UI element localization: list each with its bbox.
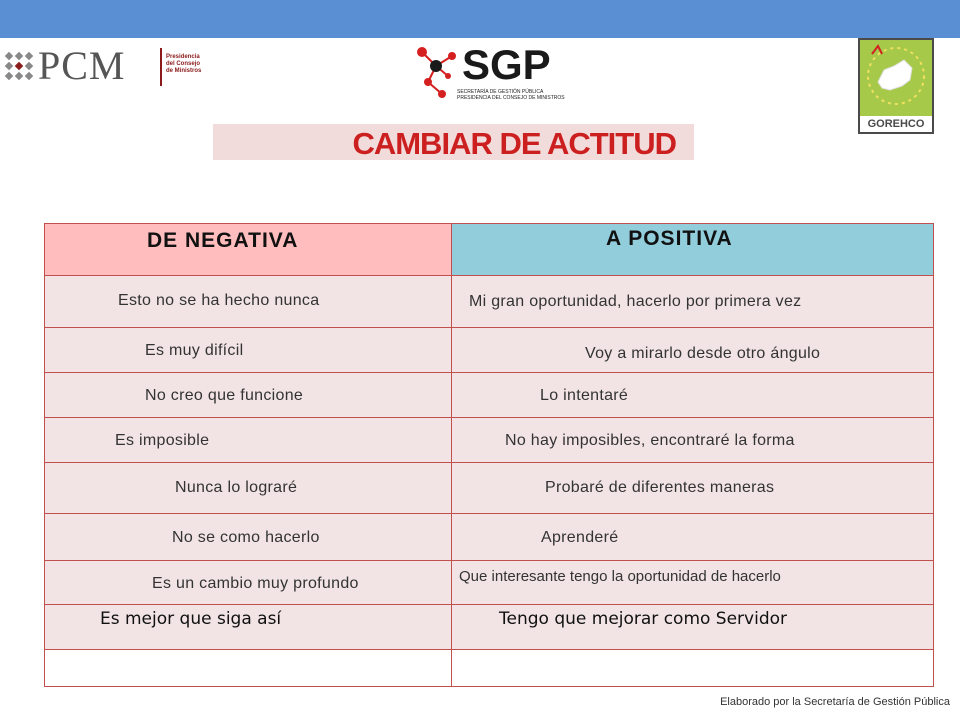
grid-line <box>44 649 934 650</box>
table-cell-positive: Tengo que mejorar como Servidor <box>499 609 788 629</box>
table-cell-negative: Es un cambio muy profundo <box>152 575 359 592</box>
region-map-icon <box>860 40 932 116</box>
grid-line <box>44 686 934 687</box>
sgp-subtitle: SECRETARÍA DE GESTIÓN PÚBLICA PRESIDENCIA DEL CONSEJO DE MINISTROS <box>457 89 565 101</box>
pcm-wordmark: PCM <box>38 43 126 88</box>
top-accent-bar <box>0 0 960 38</box>
table-cell-negative: Esto no se ha hecho nunca <box>118 292 320 309</box>
grid-line <box>44 462 934 463</box>
grid-line <box>44 223 934 224</box>
grid-line <box>44 560 934 561</box>
table-cell-positive: No hay imposibles, encontraré la forma <box>505 432 795 449</box>
table-cell-negative: Es muy difícil <box>145 342 244 359</box>
footer-credit: Elaborado por la Secretaría de Gestión Pública <box>720 696 950 708</box>
grid-line <box>451 223 452 687</box>
header-negative: DE NEGATIVA <box>147 229 299 252</box>
pcm-subtitle: Presidencia del Consejo de Ministros <box>166 54 202 74</box>
grid-line <box>44 275 934 276</box>
sgp-logo <box>414 42 574 104</box>
table-cell-positive: Mi gran oportunidad, hacerlo por primera vez <box>469 293 802 310</box>
table-cell-positive: Lo intentaré <box>540 387 629 404</box>
grid-line <box>44 417 934 418</box>
table-cell-positive: Probaré de diferentes maneras <box>545 479 775 496</box>
attitude-table <box>44 223 934 687</box>
grid-line <box>44 223 45 687</box>
pcm-emblem-icon <box>2 49 36 83</box>
gorehco-logo <box>858 38 934 134</box>
table-cell-positive: Voy a mirarlo desde otro ángulo <box>585 345 821 362</box>
grid-line <box>44 513 934 514</box>
table-cell-negative: Es imposible <box>115 432 210 449</box>
page-title: CAMBIAR DE ACTITUD <box>352 126 676 161</box>
gorehco-label: GOREHCO <box>860 116 932 132</box>
table-cell-negative: Nunca lo lograré <box>175 479 298 496</box>
pcm-logo <box>0 44 210 88</box>
header-positive: A POSITIVA <box>606 227 733 250</box>
sgp-wordmark: SGP <box>462 41 551 88</box>
table-cell-negative: Es mejor que siga así <box>100 609 282 629</box>
grid-line <box>44 604 934 605</box>
table-cell-negative: No creo que funcione <box>145 387 304 404</box>
grid-line <box>933 223 934 687</box>
grid-line <box>44 372 934 373</box>
table-cell-negative: No se como hacerlo <box>172 529 320 546</box>
table-cell-positive: Que interesante tengo la oportunidad de hacerlo <box>459 568 781 585</box>
pcm-separator <box>160 48 162 86</box>
table-cell-positive: Aprenderé <box>541 529 619 546</box>
grid-line <box>44 327 934 328</box>
network-nodes-icon <box>414 44 462 102</box>
